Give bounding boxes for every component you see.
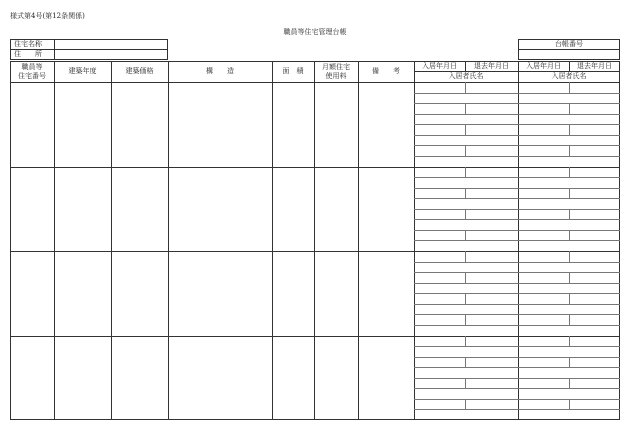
resident-row-line	[414, 219, 620, 220]
header-move-out-date-a: 退去年月日	[474, 62, 509, 70]
resident-row-line	[414, 357, 620, 358]
header-rent-line1: 月額住宅	[322, 63, 350, 71]
header-build-year: 建築年度	[68, 67, 97, 75]
resident-row-line	[414, 325, 620, 326]
date-header-divider	[414, 71, 620, 72]
group-divider	[10, 251, 620, 252]
resident-row-line	[414, 209, 620, 210]
house-name-label: 住宅名称	[14, 40, 42, 48]
resident-row-line	[414, 409, 620, 410]
register-number-label: 台帳番号	[555, 40, 583, 48]
header-build-price: 建築価格	[125, 67, 154, 75]
group-divider	[10, 167, 620, 168]
date-cell-divider	[465, 251, 466, 262]
resident-row-line	[414, 304, 620, 305]
header-staff-house-no-line1: 職員等	[21, 63, 43, 71]
resident-row-line	[414, 177, 620, 178]
date-cell-divider	[569, 188, 570, 198]
form-title: 職員等住宅管理台帳	[283, 28, 347, 36]
date-cell-divider	[569, 124, 570, 135]
header-staff-house-no-line2: 住宅番号	[18, 72, 46, 80]
header-structure: 構 造	[206, 67, 234, 75]
date-cell-divider	[465, 399, 466, 409]
date-cell-divider	[569, 336, 570, 346]
resident-row-line	[414, 378, 620, 379]
date-cell-divider	[569, 103, 570, 114]
header-move-in-date-a: 入居年月日	[422, 62, 457, 70]
resident-row-line	[414, 198, 620, 199]
resident-row-line	[414, 388, 620, 389]
header-move-out-date-b: 退去年月日	[577, 62, 612, 70]
resident-row-line	[414, 314, 620, 315]
header-move-in-date-b: 入居年月日	[526, 62, 561, 70]
header-resident-name-b: 入居者氏名	[551, 72, 587, 80]
resident-row-line	[414, 399, 620, 400]
group-divider	[10, 336, 620, 337]
resident-row-line	[414, 124, 620, 125]
date-cell-divider	[569, 82, 570, 93]
date-column-divider	[465, 61, 466, 71]
header-remarks: 備 考	[372, 67, 400, 75]
resident-row-line	[414, 283, 620, 284]
date-cell-divider	[465, 103, 466, 114]
resident-row-line	[414, 188, 620, 189]
address-label: 住 所	[14, 50, 42, 58]
date-cell-divider	[569, 314, 570, 325]
resident-row-line	[414, 230, 620, 231]
resident-row-line	[414, 262, 620, 263]
date-cell-divider	[465, 272, 466, 283]
column-divider	[54, 61, 55, 420]
form-number: 様式第4号(第12条関係)	[10, 12, 85, 20]
resident-row-line	[414, 145, 620, 146]
date-cell-divider	[569, 251, 570, 262]
date-cell-divider	[465, 314, 466, 325]
date-cell-divider	[465, 188, 466, 198]
resident-row-line	[414, 240, 620, 241]
date-cell-divider	[465, 357, 466, 367]
date-cell-divider	[569, 293, 570, 304]
date-cell-divider	[465, 378, 466, 388]
header-resident-name-a: 入居者氏名	[448, 72, 484, 80]
date-cell-divider	[569, 167, 570, 177]
address-field[interactable]	[55, 50, 167, 59]
resident-row-line	[414, 135, 620, 136]
date-cell-divider	[569, 399, 570, 409]
column-divider	[168, 61, 169, 420]
header-area: 面 積	[282, 67, 304, 75]
resident-row-line	[414, 93, 620, 94]
column-divider	[314, 61, 315, 420]
resident-row-line	[414, 367, 620, 368]
column-divider	[272, 61, 273, 420]
resident-row-line	[414, 346, 620, 347]
date-cell-divider	[465, 336, 466, 346]
date-cell-divider	[569, 230, 570, 240]
date-cell-divider	[465, 293, 466, 304]
date-cell-divider	[569, 357, 570, 367]
date-cell-divider	[465, 124, 466, 135]
table-header-bottom	[10, 82, 620, 83]
date-cell-divider	[569, 209, 570, 219]
date-cell-divider	[569, 145, 570, 156]
resident-row-line	[414, 103, 620, 104]
column-divider	[358, 61, 359, 420]
column-divider	[111, 61, 112, 420]
date-column-divider	[569, 61, 570, 71]
resident-row-line	[414, 114, 620, 115]
register-number-field[interactable]	[519, 50, 619, 59]
date-cell-divider	[465, 145, 466, 156]
header-rent-line2: 使用料	[325, 72, 347, 80]
date-cell-divider	[465, 167, 466, 177]
date-cell-divider	[465, 209, 466, 219]
date-cell-divider	[465, 82, 466, 93]
resident-row-line	[414, 272, 620, 273]
house-name-field[interactable]	[55, 40, 167, 48]
resident-row-line	[414, 156, 620, 157]
date-cell-divider	[465, 230, 466, 240]
resident-row-line	[414, 293, 620, 294]
date-cell-divider	[569, 272, 570, 283]
date-cell-divider	[569, 378, 570, 388]
